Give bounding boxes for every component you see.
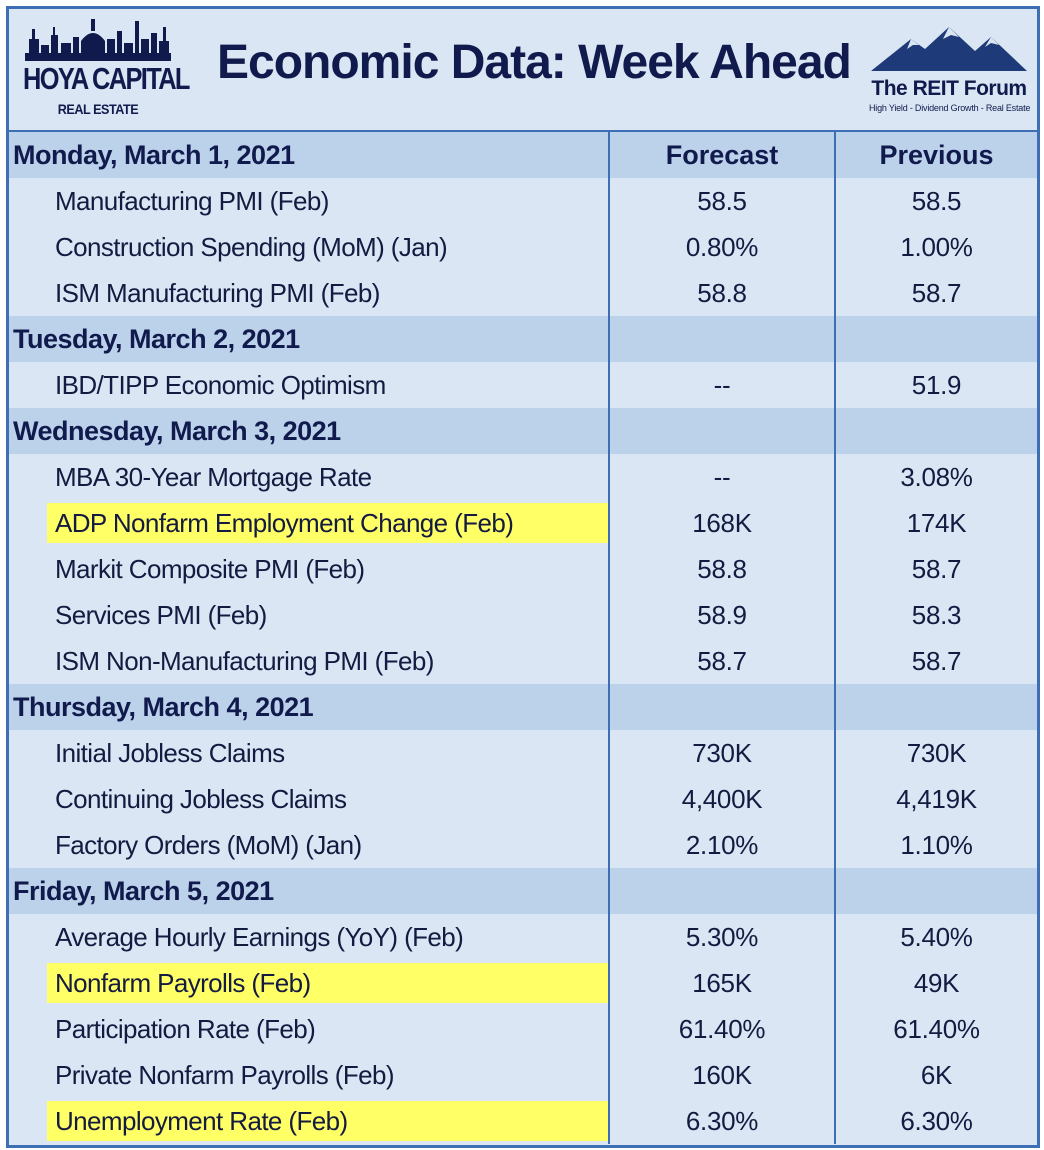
previous-cell	[836, 822, 1037, 868]
indicator-cell	[9, 638, 610, 684]
previous-value: 1.10%	[900, 830, 973, 860]
header	[9, 9, 1037, 132]
table-row	[9, 1006, 1037, 1052]
indicator-cell	[9, 1098, 610, 1144]
forecast-cell	[610, 776, 836, 822]
previous-cell	[836, 960, 1037, 1006]
table-row	[9, 914, 1037, 960]
forecast-cell	[610, 500, 836, 546]
indicator-name: MBA 30-Year Mortgage Rate	[55, 462, 372, 492]
table-row	[9, 638, 1037, 684]
forecast-value: 61.40%	[678, 1014, 766, 1044]
previous-value: 58.7	[911, 278, 962, 308]
indicator-cell	[9, 730, 610, 776]
indicator-cell	[9, 500, 610, 546]
table-row	[9, 822, 1037, 868]
forecast-cell	[610, 178, 836, 224]
forecast-value: 4,400K	[681, 784, 763, 814]
forecast-value: 58.5	[697, 186, 747, 216]
previous-value: 174K	[906, 508, 967, 538]
previous-value: 58.5	[911, 186, 962, 216]
forecast-cell	[610, 1052, 836, 1098]
forecast-header-cell	[610, 408, 836, 454]
previous-value: 49K	[913, 968, 960, 998]
day-header-row	[9, 684, 1037, 730]
day-label: Tuesday, March 2, 2021	[13, 324, 300, 354]
previous-cell	[836, 178, 1037, 224]
previous-cell	[836, 270, 1037, 316]
previous-cell	[836, 546, 1037, 592]
previous-cell	[836, 730, 1037, 776]
previous-cell	[836, 1098, 1037, 1144]
day-label: Wednesday, March 3, 2021	[13, 416, 341, 446]
forecast-header-cell	[610, 316, 836, 362]
day-label: Friday, March 5, 2021	[13, 876, 274, 906]
day-cell	[9, 132, 610, 178]
forecast-value: 160K	[692, 1060, 752, 1090]
forecast-header-cell	[610, 868, 836, 914]
forecast-header-cell	[610, 684, 836, 730]
forecast-value: --	[713, 462, 731, 492]
table-row	[9, 500, 1037, 546]
table-row	[9, 454, 1037, 500]
previous-column-header: Previous	[879, 140, 994, 170]
previous-value: 4,419K	[896, 784, 977, 814]
previous-header-cell	[836, 408, 1037, 454]
indicator-name: Private Nonfarm Payrolls (Feb)	[55, 1060, 394, 1090]
indicator-cell	[9, 362, 610, 408]
previous-cell	[836, 454, 1037, 500]
previous-value: 58.7	[911, 554, 962, 584]
page-title: Economic Data: Week Ahead	[217, 36, 851, 89]
table-row	[9, 270, 1037, 316]
table-row	[9, 960, 1037, 1006]
forecast-column-header: Forecast	[665, 140, 779, 170]
forecast-cell	[610, 362, 836, 408]
previous-cell	[836, 1052, 1037, 1098]
previous-cell	[836, 914, 1037, 960]
forecast-cell	[610, 914, 836, 960]
table-row	[9, 362, 1037, 408]
forecast-cell	[610, 546, 836, 592]
previous-value: 61.40%	[893, 1014, 980, 1044]
forecast-value: 0.80%	[685, 232, 759, 262]
previous-header-cell	[836, 868, 1037, 914]
day-cell	[9, 316, 610, 362]
previous-value: 730K	[906, 738, 967, 768]
table-row	[9, 776, 1037, 822]
reit-forum-logo	[867, 23, 1029, 123]
indicator-cell	[9, 546, 610, 592]
previous-header-cell	[836, 684, 1037, 730]
day-header-row	[9, 316, 1037, 362]
indicator-name: ISM Manufacturing PMI (Feb)	[55, 278, 380, 308]
previous-value: 51.9	[911, 370, 962, 400]
forecast-cell	[610, 270, 836, 316]
indicator-cell	[9, 914, 610, 960]
indicator-name: ISM Non-Manufacturing PMI (Feb)	[55, 646, 434, 676]
indicator-name: Factory Orders (MoM) (Jan)	[55, 830, 362, 860]
reit-forum-name: The REIT Forum	[871, 77, 1027, 100]
previous-value: 58.3	[911, 600, 962, 630]
forecast-value: 165K	[692, 968, 752, 998]
indicator-cell	[9, 270, 610, 316]
forecast-cell	[610, 730, 836, 776]
forecast-value: 6.30%	[685, 1106, 759, 1136]
mountain-icon	[867, 23, 1029, 77]
forecast-cell	[610, 454, 836, 500]
forecast-value: 730K	[692, 738, 752, 768]
previous-cell	[836, 1006, 1037, 1052]
indicator-cell	[9, 1006, 610, 1052]
forecast-value: 5.30%	[685, 922, 759, 952]
indicator-name: Initial Jobless Claims	[55, 738, 285, 768]
previous-value: 6.30%	[900, 1106, 973, 1136]
hoya-capital-name: HOYA CAPITAL	[23, 61, 189, 96]
table-row	[9, 178, 1037, 224]
day-label: Monday, March 1, 2021	[13, 140, 295, 170]
hoya-capital-subtitle: REAL ESTATE	[57, 101, 139, 117]
forecast-value: 58.9	[697, 600, 747, 630]
forecast-cell	[610, 638, 836, 684]
previous-value: 1.00%	[900, 232, 973, 262]
previous-header-cell	[836, 132, 1037, 178]
day-header-row	[9, 868, 1037, 914]
indicator-cell	[9, 454, 610, 500]
table-row	[9, 730, 1037, 776]
indicator-name: Services PMI (Feb)	[55, 600, 267, 630]
previous-value: 3.08%	[900, 462, 973, 492]
forecast-value: 58.8	[697, 278, 747, 308]
table-row	[9, 224, 1037, 270]
reit-forum-tagline: High Yield - Dividend Growth - Real Estate	[869, 103, 1031, 113]
forecast-value: 2.10%	[685, 830, 759, 860]
indicator-cell	[9, 178, 610, 224]
indicator-cell	[9, 1052, 610, 1098]
indicator-name: IBD/TIPP Economic Optimism	[55, 370, 386, 400]
forecast-cell	[610, 960, 836, 1006]
previous-cell	[836, 592, 1037, 638]
previous-cell	[836, 224, 1037, 270]
indicator-name: Continuing Jobless Claims	[55, 784, 347, 814]
forecast-cell	[610, 1098, 836, 1144]
day-header-row	[9, 408, 1037, 454]
forecast-cell	[610, 1006, 836, 1052]
highlighted-indicator-name: ADP Nonfarm Employment Change (Feb)	[47, 503, 608, 543]
economic-calendar-panel	[6, 6, 1040, 1148]
day-cell	[9, 408, 610, 454]
table-row	[9, 1052, 1037, 1098]
economic-data-table	[9, 132, 1037, 1144]
table-row	[9, 592, 1037, 638]
indicator-cell	[9, 822, 610, 868]
day-cell	[9, 868, 610, 914]
highlighted-indicator-name: Unemployment Rate (Feb)	[47, 1101, 608, 1141]
forecast-value: 168K	[692, 508, 752, 538]
indicator-cell	[9, 592, 610, 638]
forecast-header-cell	[610, 132, 836, 178]
forecast-cell	[610, 224, 836, 270]
forecast-cell	[610, 822, 836, 868]
previous-cell	[836, 638, 1037, 684]
previous-cell	[836, 776, 1037, 822]
indicator-name: Construction Spending (MoM) (Jan)	[55, 232, 448, 262]
day-cell	[9, 684, 610, 730]
day-header-row	[9, 132, 1037, 178]
previous-header-cell	[836, 316, 1037, 362]
indicator-name: Markit Composite PMI (Feb)	[55, 554, 365, 584]
indicator-name: Manufacturing PMI (Feb)	[55, 186, 329, 216]
indicator-cell	[9, 224, 610, 270]
day-label: Thursday, March 4, 2021	[13, 692, 314, 722]
table-row	[9, 1098, 1037, 1144]
previous-value: 6K	[920, 1060, 953, 1090]
hoya-capital-logo	[23, 15, 189, 125]
previous-value: 58.7	[911, 646, 962, 676]
table-row	[9, 546, 1037, 592]
forecast-value: --	[713, 370, 731, 400]
forecast-cell	[610, 592, 836, 638]
forecast-value: 58.7	[697, 646, 747, 676]
highlighted-indicator-name: Nonfarm Payrolls (Feb)	[47, 963, 608, 1003]
previous-cell	[836, 500, 1037, 546]
indicator-name: Participation Rate (Feb)	[55, 1014, 316, 1044]
previous-cell	[836, 362, 1037, 408]
previous-value: 5.40%	[900, 922, 973, 952]
indicator-cell	[9, 960, 610, 1006]
forecast-value: 58.8	[697, 554, 747, 584]
indicator-cell	[9, 776, 610, 822]
city-skyline-icon	[23, 15, 173, 63]
indicator-name: Average Hourly Earnings (YoY) (Feb)	[55, 922, 464, 952]
